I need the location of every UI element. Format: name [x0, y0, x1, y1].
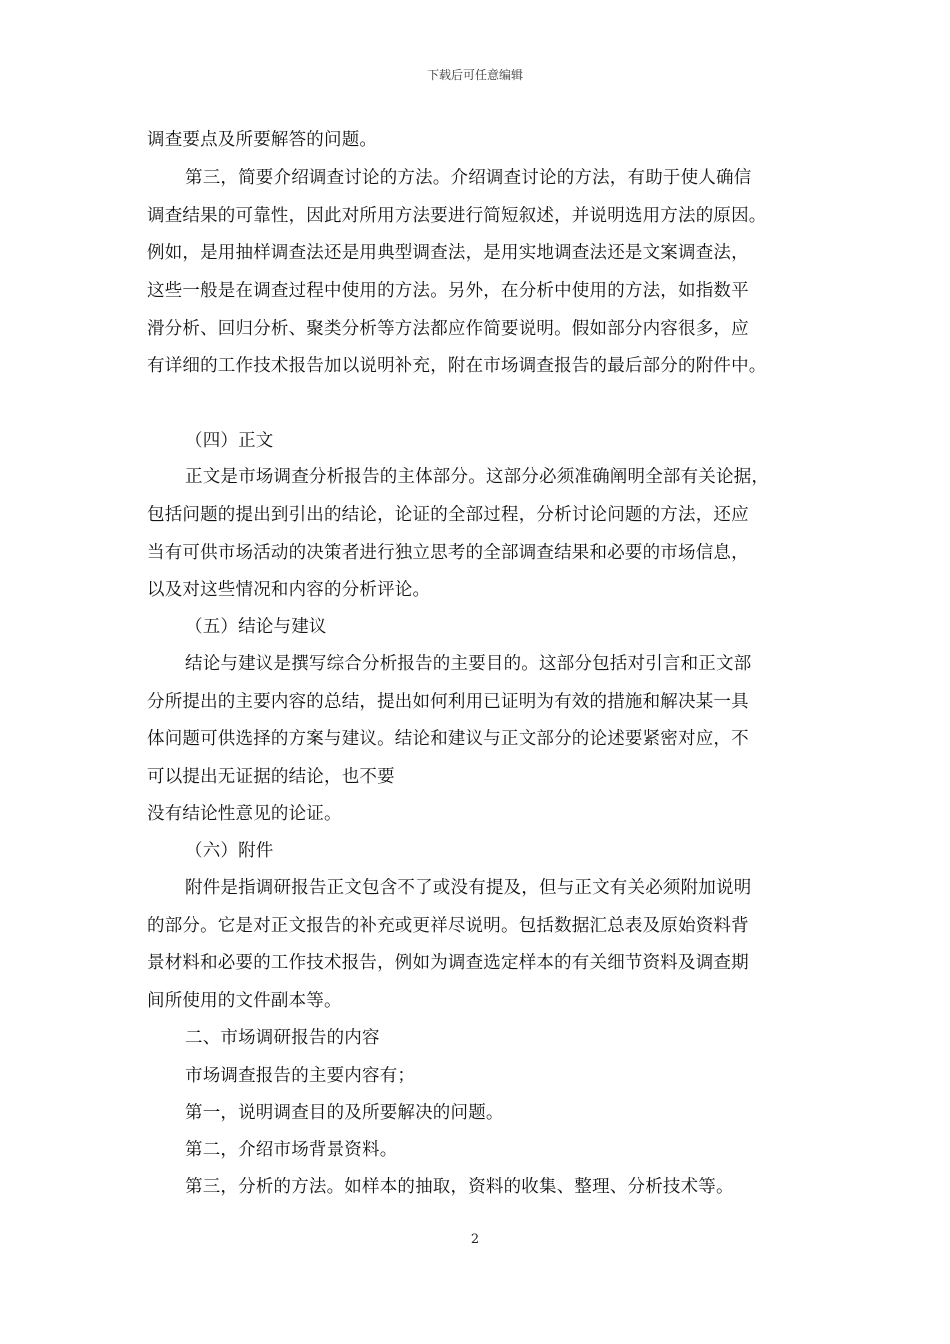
text-line: 第三，分析的方法。如样本的抽取，资料的收集、整理、分析技术等。	[185, 1177, 734, 1197]
text-line: 调查要点及所要解答的问题。	[147, 130, 378, 150]
text-line: 正文是市场调查分析报告的主体部分。这部分必须准确阐明全部有关论据，	[185, 467, 770, 487]
page-number: 2	[470, 1232, 480, 1247]
text-line: 以及对这些情况和内容的分析评论。	[147, 580, 431, 600]
section-heading: 二、市场调研报告的内容	[185, 1028, 380, 1048]
section-heading: （四）正文	[185, 431, 274, 451]
text-line: 可以提出无证据的结论，也不要	[147, 767, 395, 787]
text-line: 这些一般是在调查过程中使用的方法。另外，在分析中使用的方法，如指数平	[147, 281, 749, 301]
text-line: 例如，是用抽样调查法还是用典型调查法，是用实地调查法还是文案调查法，	[147, 243, 749, 263]
text-line: 的部分。它是对正文报告的补充或更祥尽说明。包括数据汇总表及原始资料背	[147, 916, 749, 936]
text-line: 分所提出的主要内容的总结，提出如何利用已证明为有效的措施和解决某一具	[147, 692, 749, 712]
text-line: 调查结果的可靠性，因此对所用方法要进行简短叙述，并说明选用方法的原因。	[147, 206, 767, 226]
text-line: 附件是指调研报告正文包含不了或没有提及，但与正文有关必须附加说明	[185, 878, 752, 898]
text-line: 市场调查报告的主要内容有；	[185, 1066, 416, 1086]
section-heading: （五）结论与建议	[185, 617, 327, 637]
text-line: 第二，介绍市场背景资料。	[185, 1140, 398, 1160]
text-line: 第一，说明调查目的及所要解决的问题。	[185, 1103, 504, 1123]
text-line: 有详细的工作技术报告加以说明补充，附在市场调查报告的最后部分的附件中。	[147, 356, 767, 376]
section-heading: （六）附件	[185, 841, 274, 861]
text-line: 体问题可供选择的方案与建议。结论和建议与正文部分的论述要紧密对应，不	[147, 729, 749, 749]
text-line: 滑分析、回归分析、聚类分析等方法都应作简要说明。假如部分内容很多，应	[147, 319, 749, 339]
text-line: 包括问题的提出到引出的结论，论证的全部过程，分析讨论问题的方法，还应	[147, 505, 749, 525]
text-line: 第三，简要介绍调查讨论的方法。介绍调查讨论的方法，有助于使人确信	[185, 168, 752, 188]
text-line: 当有可供市场活动的决策者进行独立思考的全部调查结果和必要的市场信息，	[147, 543, 749, 563]
text-line: 结论与建议是撰写综合分析报告的主要目的。这部分包括对引言和正文部	[185, 654, 752, 674]
page-header: 下载后可任意编辑	[426, 68, 523, 82]
text-line: 景材料和必要的工作技术报告，例如为调查选定样本的有关细节资料及调查期	[147, 953, 749, 973]
text-line: 没有结论性意见的论证。	[147, 804, 342, 824]
text-line: 间所使用的文件副本等。	[147, 991, 342, 1011]
